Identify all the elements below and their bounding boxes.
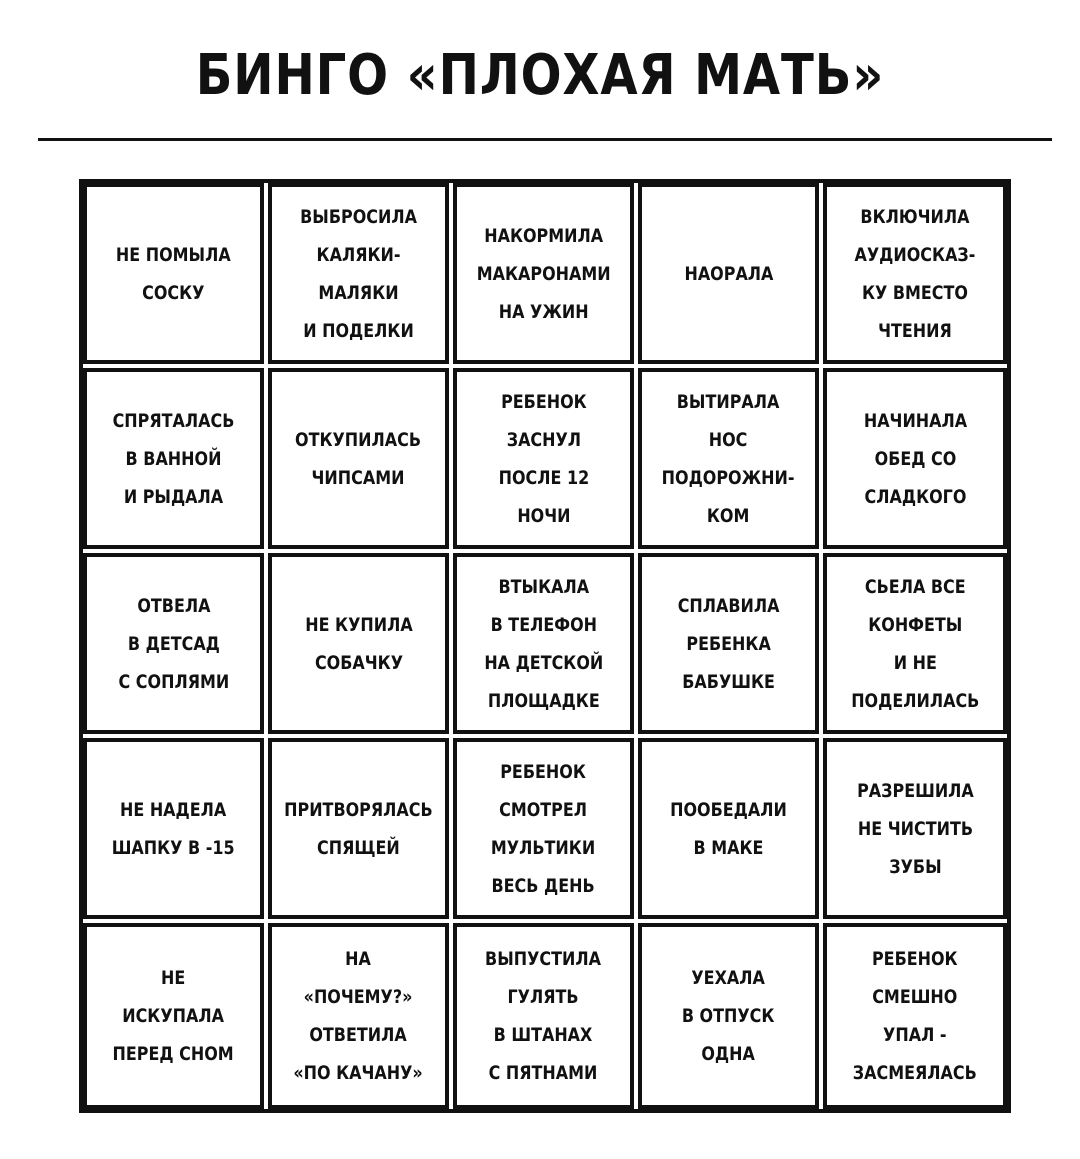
bingo-cell-text: УЕХАЛА В ОТПУСК ОДНА — [682, 967, 775, 1065]
bingo-cell-4[interactable] — [638, 183, 819, 364]
bingo-cell-1[interactable] — [83, 183, 264, 364]
bingo-cell-text: НЕ НАДЕЛА ШАПКУ В -15 — [112, 798, 235, 859]
bingo-cell-text: НЕ ПОМЫЛА СОСКУ — [116, 243, 231, 304]
bingo-cell-20[interactable] — [823, 738, 1007, 919]
bingo-cell-15[interactable] — [823, 553, 1007, 734]
bingo-board — [79, 179, 1011, 1113]
bingo-cell-10[interactable] — [823, 368, 1007, 549]
bingo-cell-6[interactable] — [83, 368, 264, 549]
bingo-cell-22[interactable] — [268, 923, 449, 1109]
bingo-cell-text: РЕБЕНОК СМОТРЕЛ МУЛЬТИКИ ВЕСЬ ДЕНЬ — [491, 760, 596, 897]
bingo-cell-text: НАКОРМИЛА МАКАРОНАМИ НА УЖИН — [476, 224, 611, 323]
bingo-cell-text: СПЛАВИЛА РЕБЕНКА БАБУШКЕ — [677, 594, 780, 693]
bingo-cell-21[interactable] — [83, 923, 264, 1109]
bingo-cell-text: ВТЫКАЛА В ТЕЛЕФОН НА ДЕТСКОЙ ПЛОЩАДКЕ — [484, 575, 603, 712]
bingo-cell-text: НАЧИНАЛА ОБЕД СО СЛАДКОГО — [863, 409, 967, 508]
bingo-cell-text: ВКЛЮЧИЛА АУДИОСКАЗ- КУ ВМЕСТО ЧТЕНИЯ — [854, 205, 976, 342]
bingo-cell-8[interactable] — [453, 368, 634, 549]
bingo-cell-text: ОТКУПИЛАСЬ ЧИПСАМИ — [295, 428, 422, 489]
bingo-cell-text: ВЫБРОСИЛА КАЛЯКИ- МАЛЯКИ И ПОДЕЛКИ — [300, 205, 417, 342]
bingo-cell-text: ВЫПУСТИЛА ГУЛЯТЬ В ШТАНАХ С ПЯТНАМИ — [485, 948, 602, 1084]
bingo-cell-12[interactable] — [268, 553, 449, 734]
bingo-cell-text: НЕ КУПИЛА СОБАЧКУ — [304, 613, 413, 674]
bingo-cell-text: РАЗРЕШИЛА НЕ ЧИСТИТЬ ЗУБЫ — [856, 779, 974, 878]
bingo-cell-text: СПРЯТАЛАСЬ В ВАННОЙ И РЫДАЛА — [112, 409, 235, 508]
bingo-cell-text: РЕБЕНОК ЗАСНУЛ ПОСЛЕ 12 НОЧИ — [498, 390, 589, 527]
title-divider — [38, 138, 1052, 141]
bingo-cell-9[interactable] — [638, 368, 819, 549]
bingo-cell-17[interactable] — [268, 738, 449, 919]
bingo-cell-18[interactable] — [453, 738, 634, 919]
bingo-cell-2[interactable] — [268, 183, 449, 364]
bingo-cell-text: ВЫТИРАЛА НОС ПОДОРОЖНИ- КОМ — [662, 390, 795, 527]
page-title: БИНГО «ПЛОХАЯ МАТЬ» — [195, 43, 885, 108]
bingo-cell-13[interactable] — [453, 553, 634, 734]
bingo-cell-text: ПООБЕДАЛИ В МАКЕ — [670, 798, 787, 859]
bingo-cell-25[interactable] — [823, 923, 1007, 1109]
bingo-cell-text: ПРИТВОРЯЛАСЬ СПЯЩЕЙ — [284, 798, 433, 859]
bingo-cell-23[interactable] — [453, 923, 634, 1109]
bingo-cell-text: СЬЕЛА ВСЕ КОНФЕТЫ И НЕ ПОДЕЛИЛАСЬ — [850, 575, 980, 712]
bingo-cell-text: РЕБЕНОК СМЕШНО УПАЛ - ЗАСМЕЯЛАСЬ — [853, 948, 977, 1084]
bingo-cell-14[interactable] — [638, 553, 819, 734]
bingo-cell-16[interactable] — [83, 738, 264, 919]
bingo-cell-19[interactable] — [638, 738, 819, 919]
bingo-cell-text: НАОРАЛА — [684, 262, 773, 285]
bingo-cell-3[interactable] — [453, 183, 634, 364]
bingo-cell-7[interactable] — [268, 368, 449, 549]
bingo-cell-text: ОТВЕЛА В ДЕТСАД С СОПЛЯМИ — [118, 594, 229, 693]
bingo-cell-5[interactable] — [823, 183, 1007, 364]
bingo-cell-text: НЕ ИСКУПАЛА ПЕРЕД СНОМ — [112, 967, 235, 1065]
bingo-cell-11[interactable] — [83, 553, 264, 734]
bingo-cell-24[interactable] — [638, 923, 819, 1109]
bingo-cell-text: НА «ПОЧЕМУ?» ОТВЕТИЛА «ПО КАЧАНУ» — [293, 948, 424, 1084]
